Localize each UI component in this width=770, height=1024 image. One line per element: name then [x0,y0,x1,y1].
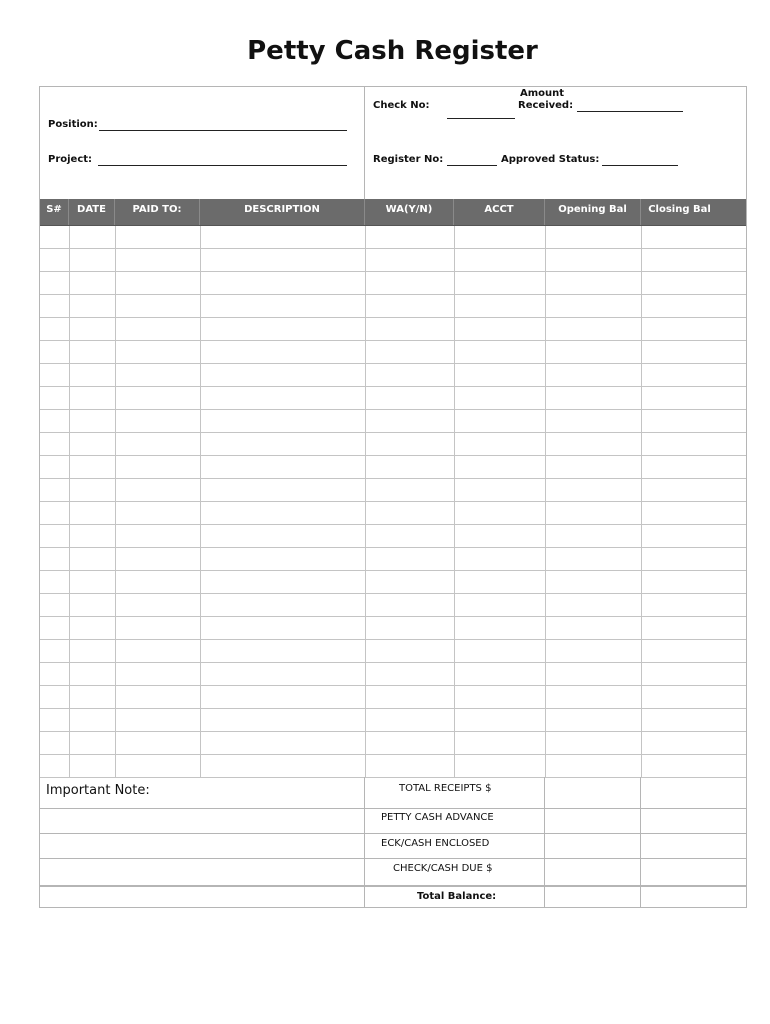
table-row [40,456,746,479]
cell-date[interactable] [69,548,115,570]
table-row [40,663,746,686]
cell-opening-bal[interactable] [545,318,641,340]
project-field[interactable] [98,165,347,166]
cell-date[interactable] [69,732,115,754]
table-row [40,594,746,617]
approved-status-field[interactable] [602,165,678,166]
cell-closing-bal[interactable] [641,226,746,248]
cell-date[interactable] [69,272,115,294]
cell-acct[interactable] [454,318,545,340]
cell-date[interactable] [69,341,115,363]
cell-sno[interactable] [40,548,69,570]
cell-paid-to[interactable] [115,640,200,662]
page-title: Petty Cash Register [247,36,538,66]
cell-paid-to[interactable] [115,479,200,501]
important-note-label: Important Note: [46,783,150,798]
cell-sno[interactable] [40,479,69,501]
cell-sno[interactable] [40,387,69,409]
cell-closing-bal[interactable] [641,318,746,340]
cell-sno[interactable] [40,709,69,731]
table-row [40,732,746,755]
cell-description[interactable] [200,663,365,685]
cell-closing-bal[interactable] [641,686,746,708]
cell-acct[interactable] [454,433,545,455]
info-divider [364,87,365,199]
cell-description[interactable] [200,272,365,294]
received-label: Received: [518,100,574,111]
cell-wa[interactable] [365,295,454,317]
footer-row-total-receipts [40,777,746,809]
cell-acct[interactable] [454,640,545,662]
cell-description[interactable] [200,594,365,616]
cell-description[interactable] [200,479,365,501]
table-row [40,502,746,525]
cell-sno[interactable] [40,686,69,708]
table-row [40,548,746,571]
cell-closing-bal[interactable] [641,433,746,455]
cell-sno[interactable] [40,663,69,685]
cell-date[interactable] [69,318,115,340]
cell-opening-bal[interactable] [545,663,641,685]
cell-wa[interactable] [365,709,454,731]
column-header-acct: ACCT [484,204,514,215]
cell-sno[interactable] [40,433,69,455]
cell-wa[interactable] [365,272,454,294]
column-header-paid-to: PAID TO: [132,204,182,215]
check-no-field[interactable] [447,118,515,119]
table-row [40,755,746,778]
approved-status-label: Approved Status: [501,154,600,165]
cell-acct[interactable] [454,594,545,616]
cell-date[interactable] [69,410,115,432]
cell-acct[interactable] [454,525,545,547]
cell-wa[interactable] [365,502,454,524]
table-row [40,410,746,433]
cell-closing-bal[interactable] [641,479,746,501]
cell-description[interactable] [200,571,365,593]
cell-closing-bal[interactable] [641,410,746,432]
cell-acct[interactable] [454,410,545,432]
cell-opening-bal[interactable] [545,709,641,731]
cell-paid-to[interactable] [115,364,200,386]
table-row [40,341,746,364]
cell-opening-bal[interactable] [545,732,641,754]
cell-closing-bal[interactable] [641,571,746,593]
cell-acct[interactable] [454,479,545,501]
cell-wa[interactable] [365,249,454,271]
cell-sno[interactable] [40,272,69,294]
cell-description[interactable] [200,456,365,478]
cell-description[interactable] [200,502,365,524]
cell-acct[interactable] [454,755,545,777]
cell-opening-bal[interactable] [545,571,641,593]
table-row [40,272,746,295]
cell-acct[interactable] [454,502,545,524]
cell-closing-bal[interactable] [641,732,746,754]
cell-closing-bal[interactable] [641,502,746,524]
cell-sno[interactable] [40,594,69,616]
cell-closing-bal[interactable] [641,456,746,478]
cell-sno[interactable] [40,640,69,662]
cell-closing-bal[interactable] [641,709,746,731]
cell-acct[interactable] [454,295,545,317]
cell-wa[interactable] [365,617,454,639]
cell-paid-to[interactable] [115,755,200,777]
cell-opening-bal[interactable] [545,410,641,432]
cell-acct[interactable] [454,226,545,248]
cell-sno[interactable] [40,226,69,248]
cell-closing-bal[interactable] [641,525,746,547]
cell-opening-bal[interactable] [545,433,641,455]
cell-sno[interactable] [40,525,69,547]
cell-opening-bal[interactable] [545,548,641,570]
table-row [40,295,746,318]
column-header-date: DATE [77,204,106,215]
cell-closing-bal[interactable] [641,364,746,386]
cell-opening-bal[interactable] [545,755,641,777]
table-row [40,318,746,341]
cell-description[interactable] [200,249,365,271]
cell-closing-bal[interactable] [641,272,746,294]
cell-description[interactable] [200,226,365,248]
cell-date[interactable] [69,387,115,409]
cell-acct[interactable] [454,387,545,409]
cell-acct[interactable] [454,571,545,593]
column-header-description: DESCRIPTION [244,204,320,215]
cell-date[interactable] [69,709,115,731]
cell-acct[interactable] [454,617,545,639]
cell-opening-bal[interactable] [545,686,641,708]
cell-date[interactable] [69,502,115,524]
cell-closing-bal[interactable] [641,617,746,639]
cell-paid-to[interactable] [115,594,200,616]
cell-wa[interactable] [365,525,454,547]
cell-paid-to[interactable] [115,686,200,708]
cell-description[interactable] [200,755,365,777]
position-field[interactable] [99,130,347,131]
cell-sno[interactable] [40,571,69,593]
cell-paid-to[interactable] [115,502,200,524]
cell-opening-bal[interactable] [545,364,641,386]
cell-paid-to[interactable] [115,525,200,547]
cell-acct[interactable] [454,548,545,570]
cell-paid-to[interactable] [115,732,200,754]
cell-closing-bal[interactable] [641,249,746,271]
cell-wa[interactable] [365,594,454,616]
check-no-label: Check No: [373,100,430,111]
cell-wa[interactable] [365,433,454,455]
cell-wa[interactable] [365,318,454,340]
cell-paid-to[interactable] [115,709,200,731]
cell-closing-bal[interactable] [641,548,746,570]
cell-paid-to[interactable] [115,226,200,248]
table-row [40,364,746,387]
table-row [40,709,746,732]
cell-wa[interactable] [365,663,454,685]
cell-closing-bal[interactable] [641,663,746,685]
cell-description[interactable] [200,341,365,363]
cell-date[interactable] [69,755,115,777]
cell-wa[interactable] [365,479,454,501]
cell-description[interactable] [200,318,365,340]
cell-wa[interactable] [365,686,454,708]
cell-sno[interactable] [40,318,69,340]
cell-description[interactable] [200,410,365,432]
cell-wa[interactable] [365,226,454,248]
footer-row-petty-cash-advance [40,809,746,834]
cell-closing-bal[interactable] [641,755,746,777]
amount-label: Amount [520,88,565,99]
cell-wa[interactable] [365,755,454,777]
cell-description[interactable] [200,295,365,317]
table-row [40,433,746,456]
cell-date[interactable] [69,433,115,455]
cell-date[interactable] [69,364,115,386]
cell-description[interactable] [200,364,365,386]
cell-date[interactable] [69,456,115,478]
footer-row-total-balance [40,886,746,907]
cell-date[interactable] [69,686,115,708]
cell-paid-to[interactable] [115,387,200,409]
cell-opening-bal[interactable] [545,502,641,524]
column-header-closing-bal: Closing Bal [648,204,711,215]
cell-sno[interactable] [40,249,69,271]
cell-paid-to[interactable] [115,272,200,294]
petty-cash-form [39,86,747,908]
cell-closing-bal[interactable] [641,640,746,662]
footer-row-check-cash-enclosed [40,834,746,859]
cell-acct[interactable] [454,456,545,478]
amount-received-field[interactable] [577,111,683,112]
cell-paid-to[interactable] [115,433,200,455]
cell-closing-bal[interactable] [641,341,746,363]
cell-acct[interactable] [454,341,545,363]
cell-paid-to[interactable] [115,410,200,432]
cell-wa[interactable] [365,732,454,754]
cell-date[interactable] [69,640,115,662]
cell-wa[interactable] [365,571,454,593]
cell-wa[interactable] [365,341,454,363]
column-header-opening-bal: Opening Bal [558,204,627,215]
check-cash-due-label: CHECK/CASH DUE $ [393,863,493,874]
cell-description[interactable] [200,709,365,731]
table-row [40,525,746,548]
cell-opening-bal[interactable] [545,525,641,547]
table-row [40,479,746,502]
cell-wa[interactable] [365,456,454,478]
cell-date[interactable] [69,226,115,248]
cell-acct[interactable] [454,663,545,685]
cell-paid-to[interactable] [115,548,200,570]
position-label: Position: [48,119,98,130]
cell-sno[interactable] [40,341,69,363]
cell-date[interactable] [69,594,115,616]
cell-opening-bal[interactable] [545,272,641,294]
cell-opening-bal[interactable] [545,295,641,317]
cell-description[interactable] [200,686,365,708]
cell-paid-to[interactable] [115,617,200,639]
cell-closing-bal[interactable] [641,295,746,317]
cell-acct[interactable] [454,364,545,386]
register-no-field[interactable] [447,165,497,166]
check-cash-enclosed-label: ECK/CASH ENCLOSED [381,838,490,849]
cell-date[interactable] [69,525,115,547]
cell-sno[interactable] [40,410,69,432]
cell-date[interactable] [69,617,115,639]
table-row [40,387,746,410]
cell-sno[interactable] [40,295,69,317]
cell-date[interactable] [69,249,115,271]
cell-date[interactable] [69,479,115,501]
table-row [40,249,746,272]
cell-sno[interactable] [40,364,69,386]
cell-acct[interactable] [454,249,545,271]
cell-opening-bal[interactable] [545,594,641,616]
cell-description[interactable] [200,387,365,409]
cell-opening-bal[interactable] [545,249,641,271]
table-header [40,199,746,226]
cell-acct[interactable] [454,272,545,294]
cell-wa[interactable] [365,410,454,432]
cell-sno[interactable] [40,456,69,478]
cell-description[interactable] [200,617,365,639]
cell-acct[interactable] [454,732,545,754]
cell-paid-to[interactable] [115,571,200,593]
cell-sno[interactable] [40,617,69,639]
cell-wa[interactable] [365,640,454,662]
cell-closing-bal[interactable] [641,594,746,616]
cell-sno[interactable] [40,732,69,754]
table-row [40,640,746,663]
cell-description[interactable] [200,525,365,547]
cell-paid-to[interactable] [115,663,200,685]
cell-opening-bal[interactable] [545,479,641,501]
cell-date[interactable] [69,295,115,317]
cell-description[interactable] [200,433,365,455]
table-row [40,617,746,640]
table-row [40,571,746,594]
cell-closing-bal[interactable] [641,387,746,409]
cell-opening-bal[interactable] [545,226,641,248]
column-header-wa: WA(Y/N) [385,204,433,215]
cell-wa[interactable] [365,364,454,386]
table-row [40,226,746,249]
register-no-label: Register No: [373,154,444,165]
column-header-sno: S# [46,204,62,215]
footer-row-check-cash-due [40,859,746,886]
cell-paid-to[interactable] [115,456,200,478]
cell-paid-to[interactable] [115,295,200,317]
cell-date[interactable] [69,663,115,685]
cell-wa[interactable] [365,387,454,409]
petty-cash-advance-label: PETTY CASH ADVANCE [381,812,494,823]
cell-sno[interactable] [40,502,69,524]
cell-opening-bal[interactable] [545,640,641,662]
cell-paid-to[interactable] [115,249,200,271]
cell-acct[interactable] [454,709,545,731]
cell-wa[interactable] [365,548,454,570]
cell-paid-to[interactable] [115,318,200,340]
cell-opening-bal[interactable] [545,456,641,478]
total-balance-label: Total Balance: [417,891,497,902]
cell-paid-to[interactable] [115,341,200,363]
cell-description[interactable] [200,640,365,662]
project-label: Project: [48,154,93,165]
cell-description[interactable] [200,548,365,570]
table-row [40,686,746,709]
total-receipts-label: TOTAL RECEIPTS $ [399,783,492,794]
cell-sno[interactable] [40,755,69,777]
cell-opening-bal[interactable] [545,617,641,639]
cell-acct[interactable] [454,686,545,708]
cell-opening-bal[interactable] [545,387,641,409]
cell-date[interactable] [69,571,115,593]
cell-opening-bal[interactable] [545,341,641,363]
cell-description[interactable] [200,732,365,754]
